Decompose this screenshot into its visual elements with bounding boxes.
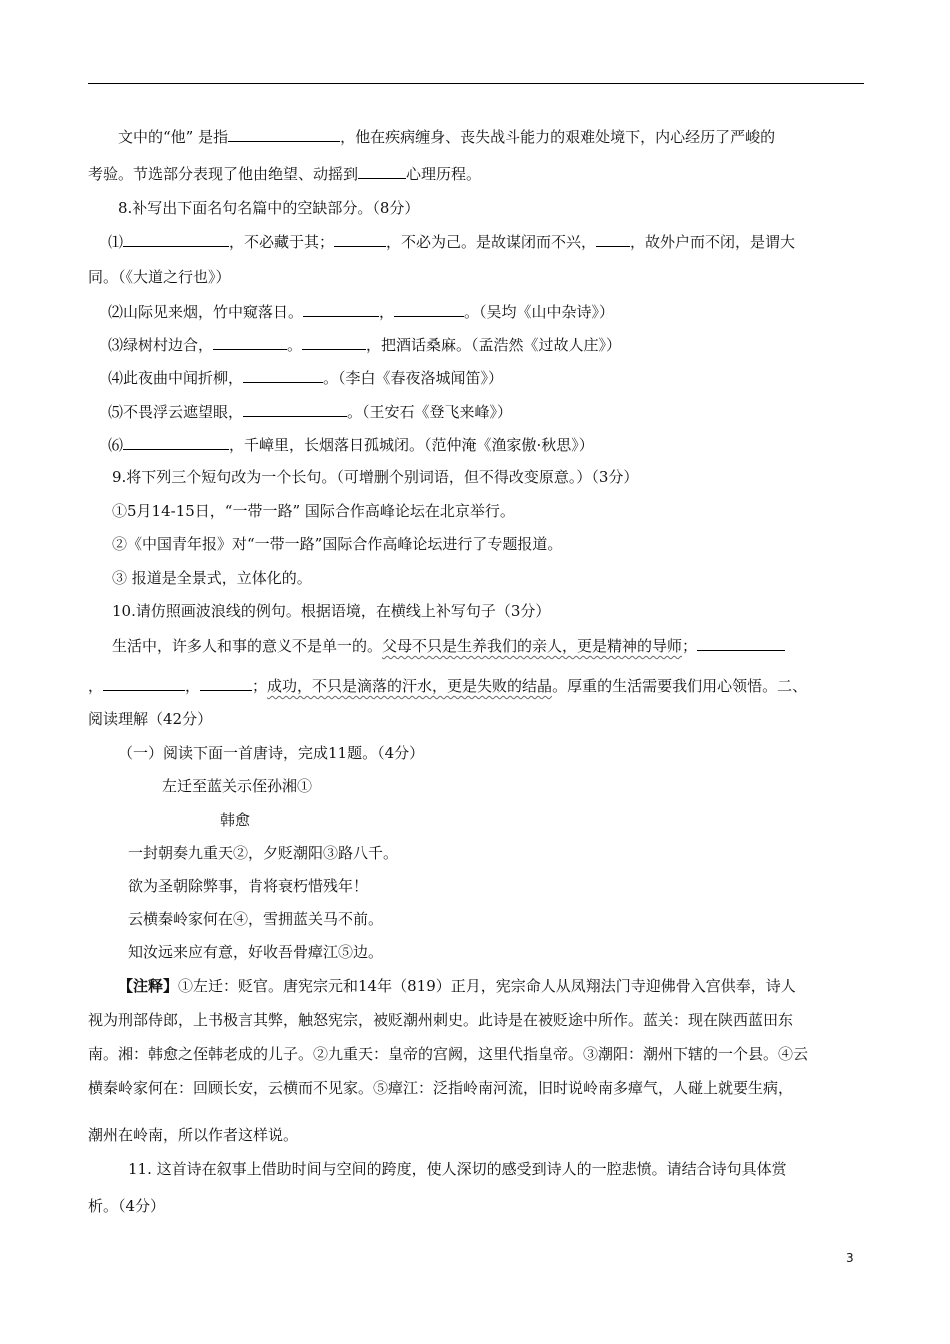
q9-title: 9.将下列三个短句改为一个长句。（可增删个别词语，但不得改变原意。）（3分） (112, 468, 639, 486)
q8-text: 。（王安石《登飞来峰》） (347, 403, 513, 421)
q8-text: ，千嶂里，长烟落日孤城闭。（范仲淹《渔家傲·秋思》） (229, 436, 594, 454)
q8-text: 。（李白《春夜洛城闻笛》） (323, 369, 504, 387)
notes-label: 【注释】 (118, 977, 179, 995)
answer-blank[interactable] (103, 675, 185, 691)
answer-blank[interactable] (303, 301, 379, 317)
page-number: 3 (846, 1251, 854, 1265)
q8-text: ，不必藏于其； (229, 233, 335, 251)
q8-text: ，故外户而不闭，是谓大 (630, 233, 796, 251)
answer-blank[interactable] (243, 401, 347, 417)
answer-blank[interactable] (200, 675, 252, 691)
q8-item-1 (108, 231, 795, 252)
notes-text: ①左迁：贬官。唐宪宗元和14年（819）正月，宪宗命人从凤翔法门寺迎佛骨入宫供奉，诗人 (178, 977, 796, 995)
q9-sentence-1: ①5月14-15日，“一带一路” 国际合作高峰论坛在北京举行。 (112, 502, 515, 520)
answer-blank[interactable] (394, 301, 464, 317)
wavy-example: 父母不只是生养我们的亲人，更是精神的导师 (382, 637, 683, 655)
q7-line-2 (88, 163, 481, 184)
poem-line: 云横秦岭家何在④，雪拥蓝关马不前。 (128, 910, 384, 928)
q8-text: ， (379, 303, 395, 321)
section-heading: 阅读理解（42分） (88, 710, 213, 728)
q10-line-2 (88, 675, 807, 696)
notes-line-5: 潮州在岭南，所以作者这样说。 (88, 1126, 299, 1144)
q10-line-1 (112, 635, 785, 656)
answer-blank[interactable] (123, 231, 229, 247)
q8-item-6 (108, 434, 594, 455)
notes-line-4: 横秦岭家何在：回顾长安，云横而不见家。⑤瘴江：泛指岭南河流，旧时说岭南多瘴气，人碰上就要生病， (88, 1079, 794, 1097)
q10-text: ， (185, 677, 201, 695)
q8-text: ，把酒话桑麻。（孟浩然《过故人庄》） (366, 336, 622, 354)
q8-item-1-cont: 同。（《大道之行也》） (88, 268, 231, 286)
q7-text: ，他在疾病缠身、丧失战斗能力的艰难处境下，内心经历了严峻的 (340, 128, 776, 146)
answer-blank[interactable] (213, 334, 287, 350)
notes-line-2: 视为刑部侍郎，上书极言其弊，触怒宪宗，被贬潮州刺史。此诗是在被贬途中所作。蓝关：现在陕西蓝田东 (88, 1011, 794, 1029)
answer-blank[interactable] (596, 231, 630, 247)
poem-author: 韩愈 (220, 811, 251, 829)
q8-item-2 (108, 301, 614, 322)
item-number: ⑴ (108, 233, 124, 251)
q9-sentence-2: ②《中国青年报》对“一带一路”国际合作高峰论坛进行了专题报道。 (112, 535, 563, 553)
poem-title: 左迁至蓝关示侄孙湘① (162, 777, 313, 795)
q8-text: ⑵山际见来烟，竹中窥落日。 (108, 303, 304, 321)
q10-text: 生活中，许多人和事的意义不是单一的。 (112, 637, 383, 655)
answer-blank[interactable] (334, 231, 386, 247)
q8-item-4 (108, 367, 503, 388)
answer-blank[interactable] (123, 434, 229, 450)
q8-text: ⑸不畏浮云遮望眼， (108, 403, 244, 421)
notes-line-3: 南。湘：韩愈之侄韩老成的儿子。②九重天：皇帝的宫阙，这里代指皇帝。③潮阳：潮州下辖的一个县。④云 (88, 1045, 809, 1063)
q10-title: 10.请仿照画波浪线的例句。根据语境，在横线上补写句子（3分） (112, 602, 551, 620)
poem-line: 知汝远来应有意，好收吾骨瘴江⑤边。 (128, 943, 384, 961)
answer-blank[interactable] (243, 367, 323, 383)
header-rule (88, 83, 864, 84)
answer-blank[interactable] (358, 163, 406, 179)
q8-text: ，不必为己。是故谋闭而不兴， (386, 233, 597, 251)
q8-item-3 (108, 334, 621, 355)
q7-line-1 (118, 126, 775, 147)
q7-text: 文中的“他” 是指 (118, 128, 229, 146)
q10-text: ； (252, 677, 268, 695)
q10-text: ； (682, 637, 698, 655)
section-1-title: （一）阅读下面一首唐诗，完成11题。（4分） (118, 744, 425, 762)
q10-text: 。厚重的生活需要我们用心领悟。二、 (552, 677, 808, 695)
q8-item-5 (108, 401, 512, 422)
wavy-example: 成功，不只是滴落的汗水，更是失败的结晶 (267, 677, 553, 695)
poem-line: 欲为圣朝除弊事，肯将衰朽惜残年！ (128, 877, 369, 895)
q7-text: 心理历程。 (406, 165, 482, 183)
q11-line-2: 析。（4分） (88, 1197, 166, 1215)
q8-text: 。 (287, 336, 303, 354)
poem-line: 一封朝奏九重天②，夕贬潮阳③路八千。 (128, 844, 399, 862)
answer-blank[interactable] (697, 635, 785, 651)
q9-sentence-3: ③ 报道是全景式，立体化的。 (112, 569, 312, 587)
q8-title: 8.补写出下面名句名篇中的空缺部分。（8分） (118, 199, 420, 217)
answer-blank[interactable] (228, 126, 340, 142)
q8-text: ⑷此夜曲中闻折柳， (108, 369, 244, 387)
item-number: ⑹ (108, 436, 124, 454)
q8-text: ⑶绿树村边合， (108, 336, 214, 354)
q10-text: ， (88, 677, 104, 695)
notes-line-1 (118, 976, 796, 996)
answer-blank[interactable] (302, 334, 366, 350)
q7-text: 考验。节选部分表现了他由绝望、动摇到 (88, 165, 359, 183)
q11-line-1: 11. 这首诗在叙事上借助时间与空间的跨度，使人深切的感受到诗人的一腔悲愤。请结合诗句具体赏 (128, 1160, 787, 1178)
q8-text: 。（吴均《山中杂诗》） (464, 303, 615, 321)
